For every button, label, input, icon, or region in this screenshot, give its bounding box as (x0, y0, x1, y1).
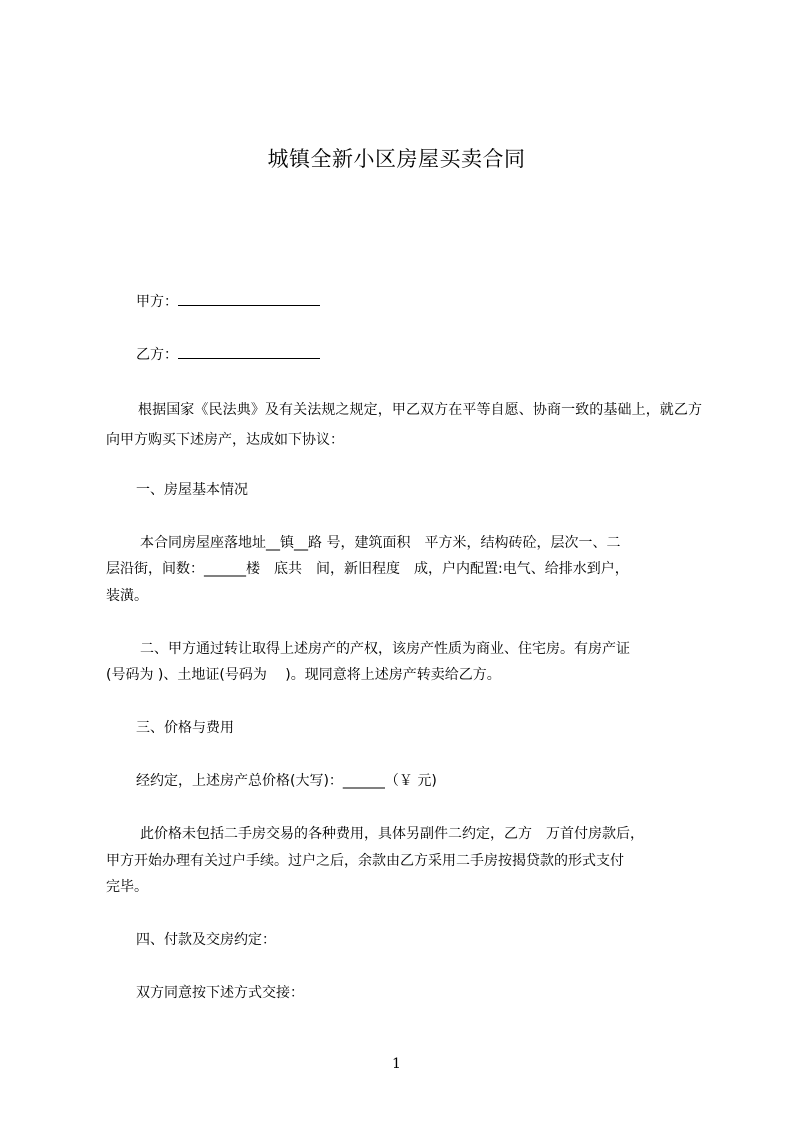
section2-line1: 二、甲方通过转让取得上述房产的产权，该房产性质为商业、住宅房。有房产证 (140, 641, 630, 657)
party-a-label: 甲方： (136, 294, 178, 310)
section3-heading: 三、价格与费用 (136, 720, 234, 736)
document-title: 城镇全新小区房屋买卖合同 (267, 147, 526, 171)
party-a-blank (178, 291, 320, 306)
section2-line2: (号码为 )、土地证(号码为 )。现同意将上述房产转卖给乙方。 (106, 667, 501, 683)
party-a-line (136, 291, 320, 312)
party-b-blank (178, 344, 320, 359)
price-line: 经约定，上述房产总价格(大写)：______（￥ 元) (136, 773, 437, 789)
party-b-line (136, 344, 320, 365)
section1-body-line2: 层沿街，间数：______楼 底共 间，新旧程度 成，户内配置:电气、给排水到户， (106, 561, 629, 577)
fees-line2: 甲方开始办理有关过户手续。过户之后，余款由乙方采用二手房按揭贷款的形式支付 (106, 853, 624, 869)
party-b-label: 乙方： (136, 347, 178, 363)
intro-paragraph: 根据国家《民法典》及有关法规之规定，甲乙双方在平等自愿、协商一致的基础上，就乙方向甲方购买下述房产，达成如下协议： (106, 402, 702, 448)
section1-heading: 一、房屋基本情况 (136, 482, 248, 498)
page-number: 1 (392, 1056, 401, 1072)
fees-line3: 完毕。 (106, 879, 148, 895)
section4-body: 双方同意按下述方式交接： (136, 985, 304, 1001)
section1-body-line3: 装潢。 (106, 588, 148, 604)
section4-heading: 四、付款及交房约定： (136, 932, 276, 948)
fees-line1: 此价格未包括二手房交易的各种费用，具体另副件二约定，乙方 万首付房款后， (140, 826, 644, 842)
section1-body-line1: 本合同房屋座落地址__镇__路 号，建筑面积 平方米，结构砖砼，层次一、二 (140, 535, 621, 551)
